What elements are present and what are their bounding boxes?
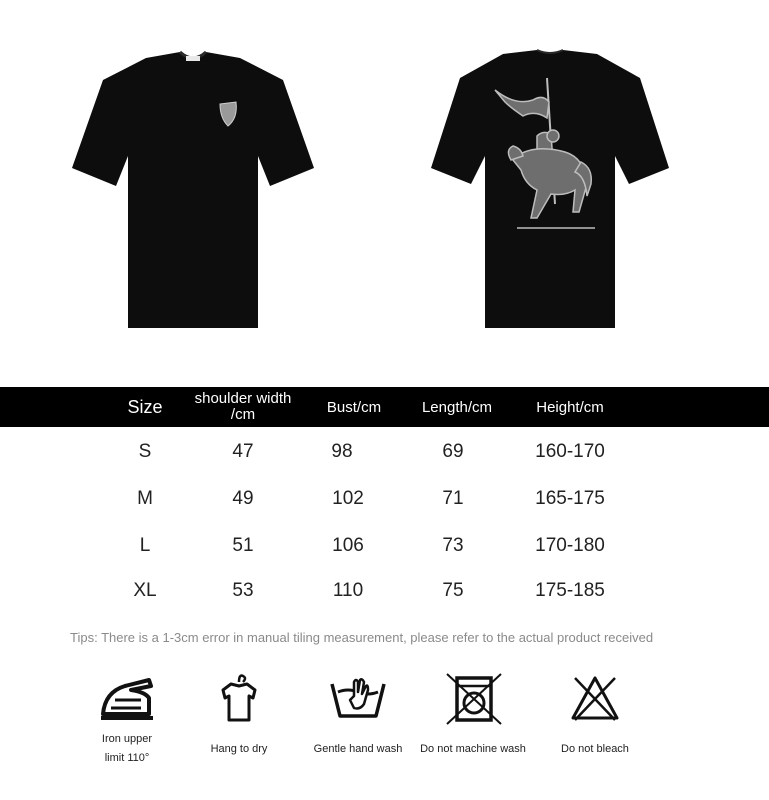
cell-size: M	[137, 488, 153, 509]
care-item-iron	[62, 670, 192, 768]
table-row	[0, 571, 769, 611]
cell-bust: 102	[332, 488, 364, 509]
care-item-no-machine-wash	[408, 670, 538, 759]
cell-height: 170-180	[535, 535, 605, 556]
cell-shoulder: 53	[232, 580, 254, 601]
tshirt-front-image	[68, 44, 318, 334]
hanger-shirt-icon	[209, 670, 269, 726]
cell-length: 73	[442, 535, 464, 556]
cell-shoulder: 49	[232, 488, 254, 509]
cell-length: 69	[442, 441, 464, 462]
header-shoulder-line1: shoulder width	[194, 390, 292, 407]
header-shoulder-width	[180, 387, 306, 427]
care-item-no-bleach	[530, 670, 660, 759]
header-height: Height/cm	[536, 398, 604, 416]
cell-bust: 98	[331, 441, 353, 462]
header-shoulder-line2: /cm	[230, 406, 256, 423]
care-label-iron-line1: Iron upper	[101, 733, 153, 745]
care-label-no-bleach: Do not bleach	[561, 743, 629, 755]
cell-size: S	[138, 441, 152, 462]
cell-bust: 110	[332, 580, 364, 601]
cell-shoulder: 47	[232, 441, 254, 462]
cell-length: 75	[442, 580, 464, 601]
cell-shoulder: 51	[232, 535, 254, 556]
table-row	[0, 479, 769, 519]
header-size: Size	[127, 396, 163, 417]
table-row	[0, 526, 769, 566]
header-bust: Bust/cm	[326, 398, 382, 416]
care-item-hand-wash	[293, 670, 423, 759]
product-images	[0, 0, 769, 380]
care-item-hang	[174, 670, 304, 759]
header-length: Length/cm	[421, 398, 493, 416]
cell-height: 165-175	[535, 488, 605, 509]
measurement-tips: Tips: There is a 1-3cm error in manual tiling measurement, please refer to the actual product received	[70, 630, 654, 645]
cell-height: 160-170	[535, 441, 605, 462]
cell-height: 175-185	[535, 580, 605, 601]
care-instructions	[0, 670, 769, 800]
cell-size: XL	[133, 580, 157, 601]
care-label-hand-wash: Gentle hand wash	[313, 743, 403, 755]
size-table-header	[0, 387, 769, 427]
cell-size: L	[139, 535, 151, 556]
iron-icon	[97, 670, 157, 726]
table-row	[0, 432, 769, 472]
no-bleach-icon	[565, 670, 625, 726]
hand-wash-icon	[328, 670, 388, 726]
care-label-hang: Hang to dry	[210, 743, 268, 755]
cell-bust: 106	[332, 535, 364, 556]
tshirt-back-image	[425, 44, 675, 334]
care-label-iron-line2: limit 110°	[104, 752, 150, 764]
cell-length: 71	[442, 488, 464, 509]
no-machine-wash-icon	[443, 670, 503, 726]
care-label-no-machine-wash: Do not machine wash	[420, 743, 526, 755]
